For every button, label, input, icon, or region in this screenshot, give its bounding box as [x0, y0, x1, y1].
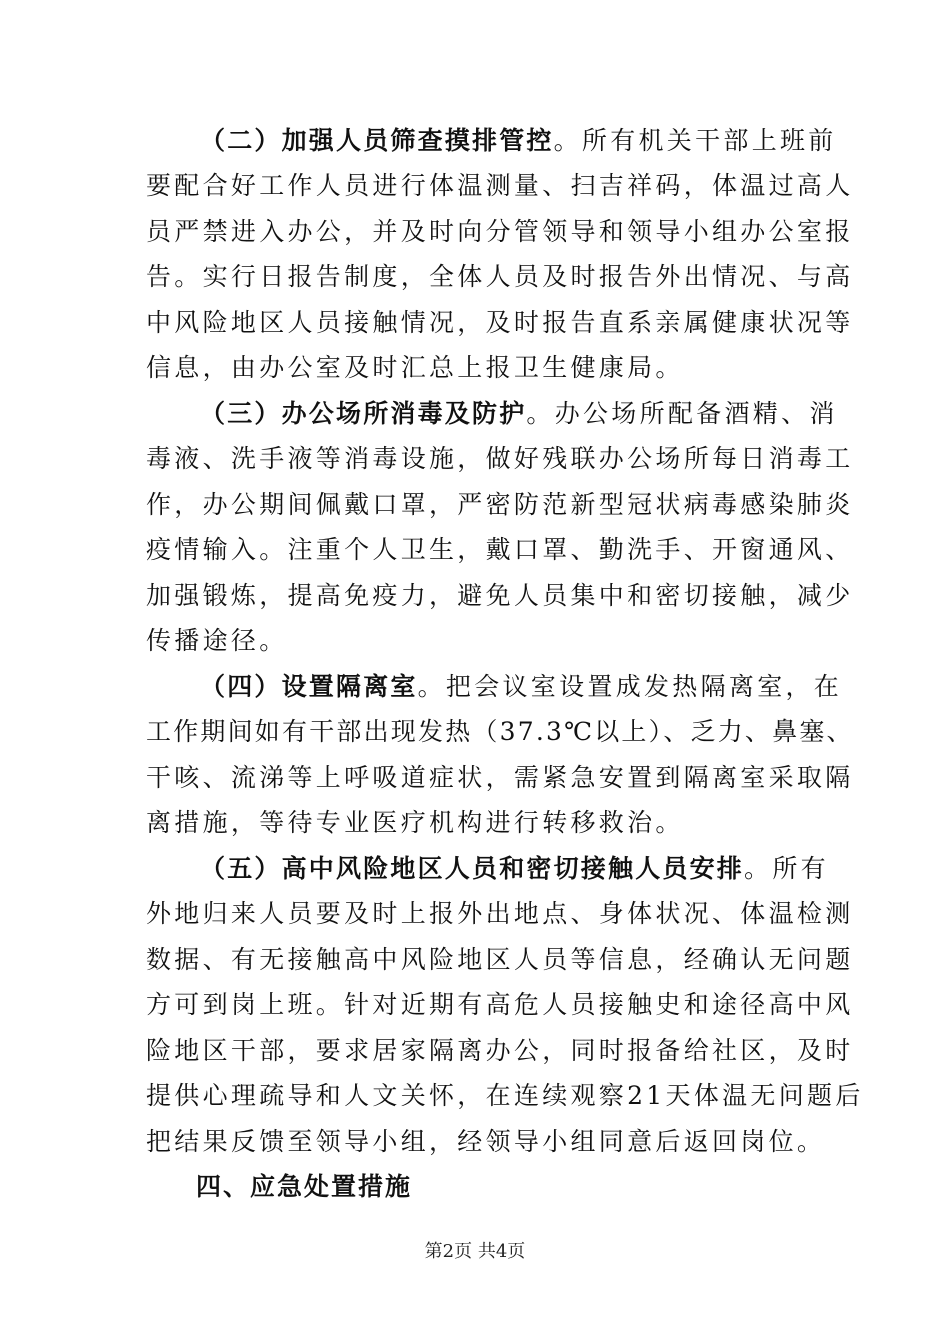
paragraph-line: 员严禁进入办公，并及时向分管领导和领导小组办公室报 [146, 217, 854, 246]
paragraph-line: 把结果反馈至领导小组，经领导小组同意后返回岗位。 [146, 1127, 826, 1156]
paragraph-line: 要配合好工作人员进行体温测量、扫吉祥码，体温过高人 [146, 171, 854, 200]
paragraph-line: 信息，由办公室及时汇总上报卫生健康局。 [146, 353, 684, 382]
paragraph-line: 方可到岗上班。针对近期有高危人员接触史和途径高中风 [146, 990, 854, 1019]
paragraph-line [200, 672, 876, 702]
paragraph-text: 。所有 [744, 854, 829, 883]
paragraph-line: 作，办公期间佩戴口罩，严密防范新型冠状病毒感染肺炎 [146, 490, 854, 519]
paragraph-line: 传播途径。 [146, 626, 288, 655]
paragraph-heading: （二）加强人员筛查摸排管控 [200, 126, 554, 155]
paragraph-line: 毒液、洗手液等消毒设施，做好残联办公场所每日消毒工 [146, 444, 854, 473]
paragraph-heading: （四）设置隔离室 [200, 672, 418, 701]
section-title: 四、应急处置措施 [196, 1172, 413, 1201]
paragraph-line [200, 854, 876, 884]
paragraph-line [200, 126, 876, 156]
paragraph-line: 中风险地区人员接触情况，及时报告直系亲属健康状况等 [146, 308, 854, 337]
paragraph-line: 工作期间如有干部出现发热（37.3℃以上）、乏力、鼻塞、 [146, 717, 854, 746]
paragraph-line: 提供心理疏导和人文关怀，在连续观察21天体温无问题后 [146, 1081, 864, 1110]
paragraph-line: 外地归来人员要及时上报外出地点、身体状况、体温检测 [146, 899, 854, 928]
paragraph-text: 。所有机关干部上班前 [553, 126, 837, 155]
paragraph-line: 险地区干部，要求居家隔离办公，同时报备给社区，及时 [146, 1036, 854, 1065]
paragraph-line: 干咳、流涕等上呼吸道症状，需紧急安置到隔离室采取隔 [146, 763, 854, 792]
paragraph-line: 离措施，等待专业医疗机构进行转移救治。 [146, 808, 684, 837]
paragraph-text: 。办公场所配备酒精、消 [526, 399, 838, 428]
paragraph-text: 。把会议室设置成发热隔离室，在 [417, 672, 843, 701]
paragraph-line: 疫情输入。注重个人卫生，戴口罩、勤洗手、开窗通风、 [146, 535, 854, 564]
paragraph-heading: （五）高中风险地区人员和密切接触人员安排 [200, 854, 745, 883]
page-number-footer: 第2页 共4页 [424, 1241, 526, 1262]
paragraph-heading: （三）办公场所消毒及防护 [200, 399, 527, 428]
paragraph-line: 数据、有无接触高中风险地区人员等信息，经确认无问题 [146, 945, 854, 974]
paragraph-line: 加强锻炼，提高免疫力，避免人员集中和密切接触，减少 [146, 581, 854, 610]
paragraph-line: 告。实行日报告制度，全体人员及时报告外出情况、与高 [146, 262, 854, 291]
paragraph-line [200, 399, 876, 429]
